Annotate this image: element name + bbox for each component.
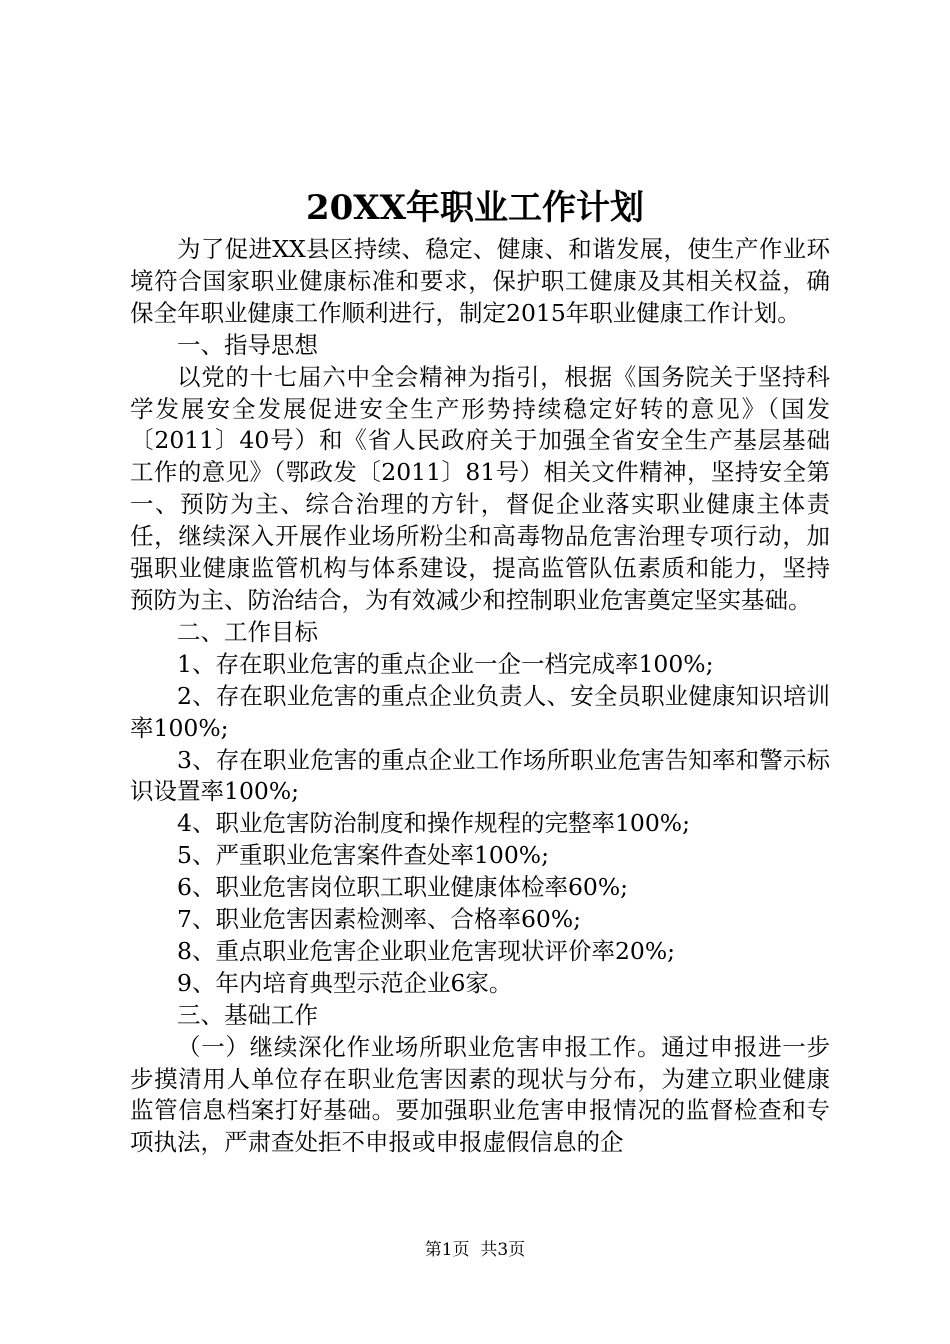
goal-item-8: 8、重点职业危害企业职业危害现状评价率20%;	[177, 936, 676, 965]
basic-work-paragraph-1: （一）继续深化作业场所职业危害申报工作。通过申报进一步步摸清用人单位存在职业危害因素的现状与分布，为建立职业健康监管信息档案打好基础。要加强职业危害申报情况的监督检查和专项执法，严肃查处拒不申报或申报虚假信息的企	[130, 1032, 830, 1157]
page-total: 共3页	[480, 1240, 526, 1260]
section-heading-basic-work: 三、基础工作	[177, 1000, 318, 1029]
goal-item-4: 4、职业危害防治制度和操作规程的完整率100%;	[177, 809, 691, 838]
goal-item-6: 6、职业危害岗位职工职业健康体检率60%;	[177, 873, 629, 902]
goal-item-7: 7、职业危害因素检测率、合格率60%;	[177, 905, 582, 934]
goal-item-1: 1、存在职业危害的重点企业一企一档完成率100%;	[177, 649, 714, 678]
goal-item-3: 3、存在职业危害的重点企业工作场所职业危害告知率和警示标识设置率100%;	[130, 745, 830, 806]
document-title: 20XX年职业工作计划	[305, 188, 645, 228]
section-heading-guiding-ideology: 一、指导思想	[177, 330, 318, 359]
page-footer	[0, 1238, 950, 1262]
goal-item-2: 2、存在职业危害的重点企业负责人、安全员职业健康知识培训率100%;	[130, 681, 830, 742]
intro-paragraph: 为了促进XX县区持续、稳定、健康、和谐发展，使生产作业环境符合国家职业健康标准和要求，保护职工健康及其相关权益，确保全年职业健康工作顺利进行，制定2015年职业健康工作计划。	[130, 235, 830, 327]
document-body	[130, 234, 830, 1159]
goal-item-5: 5、严重职业危害案件查处率100%;	[177, 841, 550, 870]
section-heading-work-goals: 二、工作目标	[177, 617, 318, 646]
guiding-ideology-paragraph: 以党的十七届六中全会精神为指引，根据《国务院关于坚持科学发展安全发展促进安全生产形势持续稳定好转的意见》（国发〔2011〕40号）和《省人民政府关于加强全省安全生产基层基础工作的意见》（鄂政发〔2011〕81号）相关文件精神，坚持安全第一、预防为主、综合治理的方针，督促企业落实职业健康主体责任，继续深入开展作业场所粉尘和高毒物品危害治理专项行动，加强职业健康监管机构与体系建设，提高监管队伍素质和能力，坚持预防为主、防治结合，为有效减少和控制职业危害奠定坚实基础。	[130, 362, 830, 614]
goal-item-9: 9、年内培育典型示范企业6家。	[177, 968, 513, 997]
page-number: 第1页	[424, 1240, 470, 1260]
